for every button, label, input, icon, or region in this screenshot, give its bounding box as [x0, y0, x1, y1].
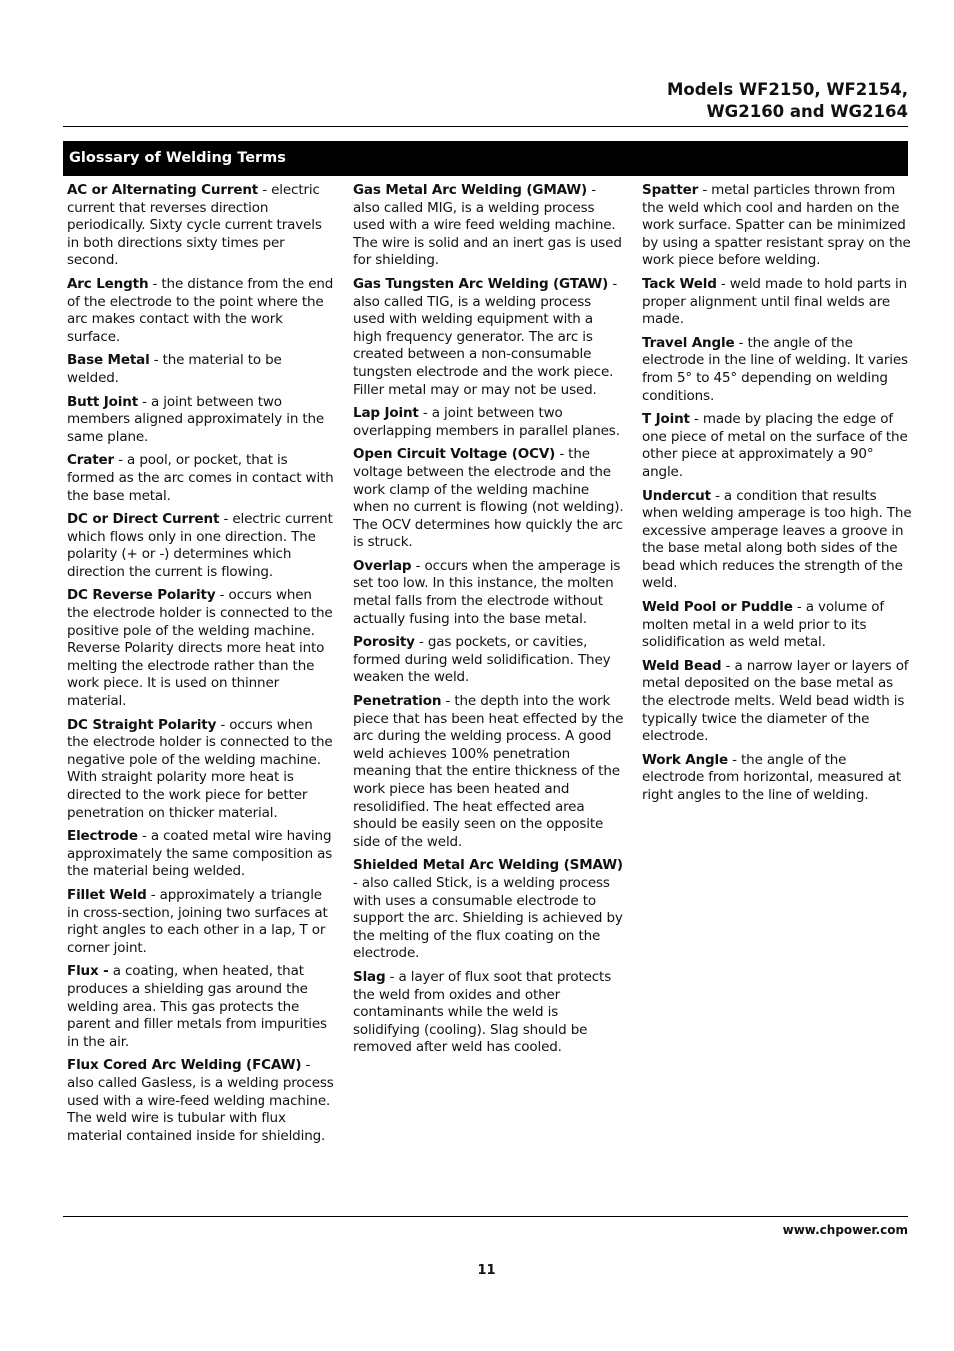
glossary-term: AC or Alternating Current: [67, 182, 259, 198]
header-divider: [63, 126, 908, 127]
glossary-entry: [67, 182, 335, 270]
section-title: Glossary of Welding Terms: [69, 150, 286, 166]
glossary-definition: - also called Stick, is a welding process with uses a consumable electrode to support the arc. Shielding is achieved by the melting of the flux coating on the electrode.: [353, 874, 623, 962]
glossary-definition: - the angle of the electrode in the line of welding. It varies from 5° to 45° depending on welding conditions.: [642, 334, 908, 404]
glossary-entry: [642, 411, 912, 481]
glossary-term: Weld Bead: [642, 657, 722, 674]
glossary-entry: [353, 558, 625, 628]
glossary-entry: [353, 857, 625, 963]
glossary-entry: [353, 693, 625, 851]
glossary-definition: - a pool, or pocket, that is formed as the arc comes in contact with the base metal.: [67, 452, 334, 504]
glossary-definition: - occurs when the electrode holder is connected to the positive pole of the welding machine. Reverse Polarity directs more heat into melting the electrode rather than the work piece. It is used on thinner material.: [67, 587, 333, 710]
glossary-term: Electrode: [67, 828, 138, 845]
glossary-definition: - gas pockets, or cavities, formed during weld solidification. They weaken the weld.: [353, 634, 611, 686]
glossary-term: Base Metal: [67, 352, 150, 369]
glossary-definition: - the depth into the work piece that has been heat effected by the arc during the welding process. A good weld achieves 100% penetration meaning that the entire thickness of the work piece has been heated and resolidified. The heat effected area should be easily seen on the opposite side of the weld.: [353, 693, 624, 850]
models-line-1: Models WF2150, WF2154,: [666, 80, 908, 99]
glossary-entry: [67, 1057, 335, 1145]
glossary-term: Lap Joint: [353, 405, 419, 422]
glossary-definition: - electric current that reverses direction periodically. Sixty cycle current travels in both directions sixty times per second.: [67, 182, 322, 269]
glossary-term: DC Straight Polarity: [67, 716, 217, 733]
section-title-bar: [63, 141, 908, 176]
glossary-term: T Joint: [642, 411, 690, 428]
glossary-definition: - the angle of the electrode from horizontal, measured at right angles to the line of welding.: [642, 751, 901, 803]
glossary-term: Shielded Metal Arc Welding (SMAW): [353, 857, 623, 874]
glossary-entry: [67, 276, 335, 346]
footer-url: www.chpower.com: [782, 1223, 908, 1237]
glossary-term: Tack Weld: [642, 275, 717, 292]
glossary-entry: [642, 335, 912, 405]
glossary-definition: - a narrow layer or layers of metal deposited on the base metal as the electrode melts. Weld bead width is typically twice the diameter of the electrode.: [642, 657, 909, 745]
glossary-definition: - the material to be welded.: [67, 352, 282, 386]
glossary-definition: - weld made to hold parts in proper alignment until final welds are made.: [642, 275, 908, 328]
glossary-entry: [67, 963, 335, 1051]
glossary-entry: [353, 276, 625, 399]
glossary-definition: - a joint between two overlapping members in parallel planes.: [353, 405, 620, 439]
glossary-entry: [67, 452, 335, 505]
glossary-definition: - also called TIG, is a welding process used with welding equipment with a high frequency generator. The arc is created between a non-consumable tungsten electrode and the work piece. Filler metal may or may not be used.: [353, 275, 618, 398]
glossary-definition: - also called Gasless, is a welding process used with a wire-feed welding machine. The weld wire is tubular with flux material contained inside for shielding.: [67, 1057, 334, 1144]
glossary-entry: [642, 752, 912, 805]
glossary-term: Work Angle: [642, 751, 729, 768]
glossary-definition: - occurs when the amperage is set too low. In this instance, the molten metal falls from the electrode without actually fusing into the base metal.: [353, 557, 621, 627]
glossary-entry: [67, 394, 335, 447]
glossary-definition: a coating, when heated, that produces a shielding gas around the welding area. This gas protects the parent and filler metals from impurities in the air.: [67, 963, 327, 1050]
glossary-term: DC or Direct Current: [67, 511, 220, 528]
page-header-models: [667, 79, 908, 123]
glossary-definition: - a coated metal wire having approximately the same composition as the material being welded.: [67, 828, 333, 880]
glossary-term: Weld Pool or Puddle: [642, 599, 793, 616]
glossary-entry: [353, 405, 625, 440]
glossary-term: Spatter: [642, 182, 699, 198]
glossary-entry: [67, 587, 335, 710]
glossary-definition: - also called MIG, is a welding process used with a wire feed welding machine. The wire is solid and an inert gas is used for shielding.: [353, 182, 622, 269]
glossary-term: Flux Cored Arc Welding (FCAW): [67, 1057, 302, 1074]
glossary-definition: - a joint between two members aligned approximately in the same plane.: [67, 393, 325, 445]
glossary-column-3: [642, 182, 912, 811]
glossary-entry: [642, 182, 912, 270]
glossary-term: Undercut: [642, 487, 711, 504]
glossary-column-1: [67, 182, 335, 1151]
glossary-definition: - approximately a triangle in cross-section, joining two surfaces at right angles to each other in a lap, T or corner joint.: [67, 886, 328, 956]
glossary-term: Fillet Weld: [67, 886, 147, 903]
glossary-definition: - the voltage between the electrode and the work clamp of the welding machine when no current is flowing (not welding). The OCV determines how quickly the arc is struck.: [353, 446, 624, 551]
glossary-term: Open Circuit Voltage (OCV): [353, 446, 556, 463]
glossary-definition: - metal particles thrown from the weld which cool and harden on the work surface. Spatter can be minimized by using a spatter resistant spray on the work piece before welding.: [642, 182, 911, 269]
glossary-entry: [353, 969, 625, 1057]
glossary-entry: [642, 599, 912, 652]
glossary-term: Penetration: [353, 693, 442, 710]
glossary-term: Overlap: [353, 557, 412, 574]
glossary-entry: [642, 488, 912, 594]
glossary-term: Crater: [67, 452, 115, 469]
glossary-entry: [642, 658, 912, 746]
glossary-definition: - a volume of molten metal in a weld prior to its solidification as weld metal.: [642, 599, 884, 651]
glossary-term: Butt Joint: [67, 393, 138, 410]
glossary-definition: - a condition that results when welding amperage is too high. The excessive amperage leaves a groove in the base metal along both sides of the bead which reduces the strength of the weld.: [642, 487, 912, 592]
glossary-entry: [67, 511, 335, 581]
glossary-entry: [353, 182, 625, 270]
glossary-term: Gas Metal Arc Welding (GMAW): [353, 182, 588, 198]
glossary-definition: - electric current which flows only in one direction. The polarity (+ or -) determines which direction the current is flowing.: [67, 511, 333, 580]
glossary-entry: [353, 634, 625, 687]
glossary-definition: - the distance from the end of the electrode to the point where the arc makes contact with the work surface.: [67, 275, 334, 345]
glossary-entry: [642, 276, 912, 329]
glossary-term: Arc Length: [67, 275, 149, 292]
glossary-term: Gas Tungsten Arc Welding (GTAW): [353, 275, 609, 292]
glossary-definition: - occurs when the electrode holder is connected to the negative pole of the welding machine. With straight polarity more heat is directed to the work piece for better penetration on thicker material.: [67, 716, 333, 821]
glossary-term: Travel Angle: [642, 334, 735, 351]
page-number: 11: [477, 1263, 496, 1278]
glossary-entry: [67, 887, 335, 957]
glossary-column-2: [353, 182, 625, 1063]
glossary-term: DC Reverse Polarity: [67, 587, 216, 604]
glossary-entry: [67, 352, 335, 387]
glossary-term: Porosity: [353, 634, 415, 651]
footer-divider: [63, 1216, 908, 1217]
glossary-definition: - a layer of flux soot that protects the weld from oxides and other contaminants while the weld is solidifying (cooling). Slag should be removed after weld has cooled.: [353, 968, 612, 1056]
glossary-definition: - made by placing the edge of one piece of metal on the surface of the other piece at approximately a 90° angle.: [642, 411, 908, 480]
glossary-term: Slag: [353, 968, 386, 985]
models-line-2: WG2160 and WG2164: [706, 102, 908, 121]
glossary-entry: [67, 828, 335, 881]
glossary-term: Flux -: [67, 963, 109, 980]
glossary-entry: [353, 446, 625, 552]
glossary-entry: [67, 717, 335, 823]
